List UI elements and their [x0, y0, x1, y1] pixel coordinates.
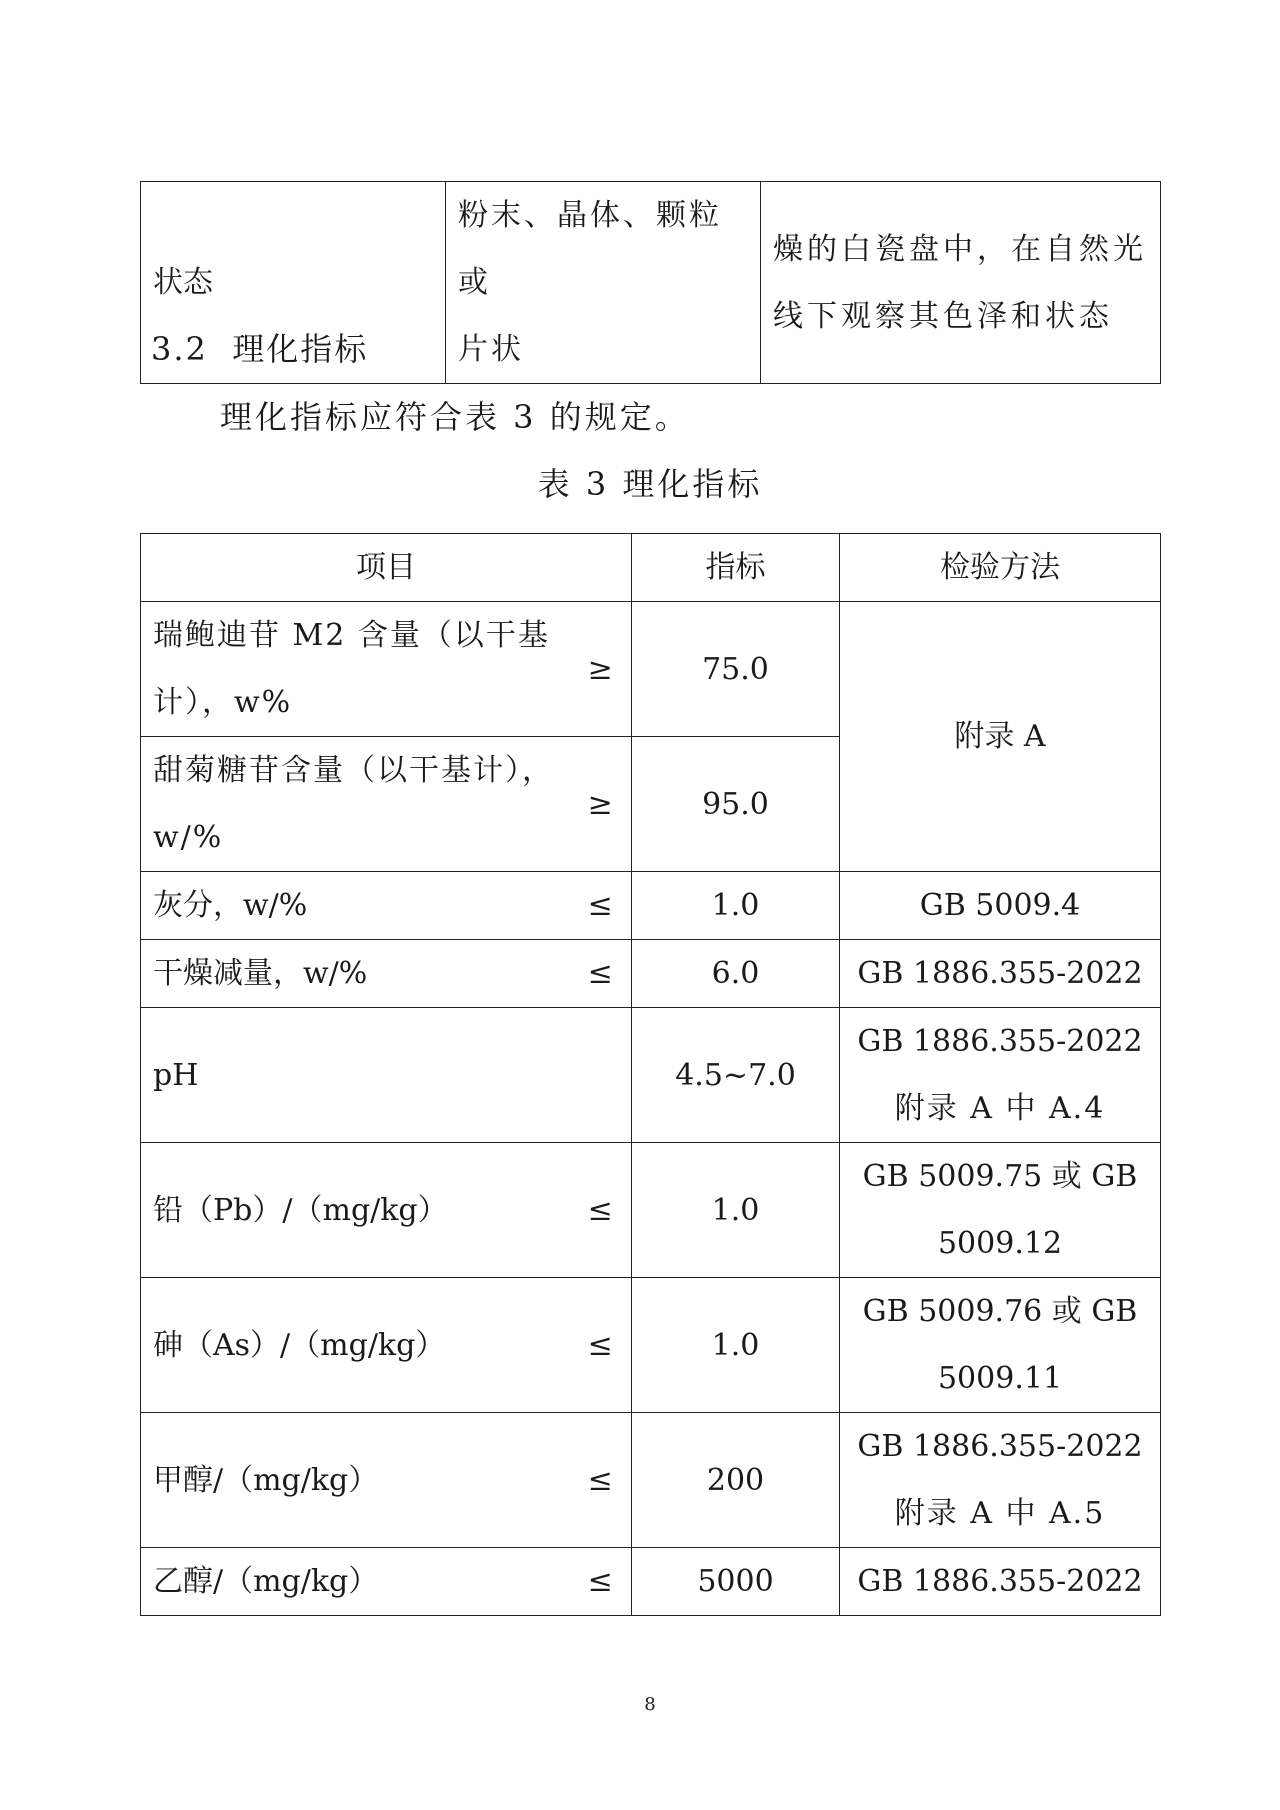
table-caption: 表 3 理化指标 [537, 465, 763, 503]
row-item-line: 计），w% [153, 685, 293, 720]
row-item [141, 602, 576, 737]
row-item: 乙醇/（mg/kg） [141, 1548, 576, 1616]
row-operator: ≤ [576, 940, 632, 1008]
row-operator: ≤ [576, 1143, 632, 1278]
page-number: 8 [644, 1694, 656, 1715]
row-operator [576, 1008, 632, 1143]
row-method-line: 附录 A 中 A.5 [894, 1496, 1106, 1531]
row-method-line: GB 5009.75 或 GB [862, 1159, 1138, 1194]
row-operator: ≥ [576, 602, 632, 737]
state-requirement-line: 片状 [458, 332, 524, 367]
row-method [840, 1278, 1161, 1413]
row-method-line: 5009.12 [937, 1226, 1063, 1261]
header-method: 检验方法 [840, 534, 1161, 602]
row-operator: ≥ [576, 737, 632, 872]
table-row [141, 1143, 1161, 1278]
table-row [141, 1008, 1161, 1143]
state-method-line: 线下观察其色泽和状态 [773, 298, 1113, 334]
row-method: GB 5009.4 [840, 872, 1161, 940]
section-title: 理化指标 [232, 330, 369, 368]
header-value: 指标 [632, 534, 840, 602]
row-item: 灰分，w/% [141, 872, 576, 940]
row-method: GB 1886.355-2022 [840, 940, 1161, 1008]
row-value: 200 [632, 1413, 840, 1548]
row-method [840, 1008, 1161, 1143]
table-row [141, 1413, 1161, 1548]
table-row [141, 872, 1161, 940]
table-row [141, 940, 1161, 1008]
row-value: 1.0 [632, 872, 840, 940]
row-method-line: 附录 A 中 A.4 [894, 1091, 1106, 1126]
table-row [141, 602, 1161, 737]
row-method-line: GB 1886.355-2022 [857, 1024, 1143, 1059]
row-item: 砷（As）/（mg/kg） [141, 1278, 576, 1413]
section-heading [151, 325, 368, 373]
row-operator: ≤ [576, 1278, 632, 1413]
section-number: 3.2 [151, 330, 208, 368]
row-item [141, 737, 576, 872]
row-value: 4.5~7.0 [632, 1008, 840, 1143]
row-operator: ≤ [576, 872, 632, 940]
state-requirement [446, 182, 761, 384]
row-operator: ≤ [576, 1548, 632, 1616]
row-value: 1.0 [632, 1278, 840, 1413]
row-method-line: GB 5009.76 或 GB [862, 1294, 1138, 1329]
state-method [761, 182, 1161, 384]
row-method: GB 1886.355-2022 [840, 1548, 1161, 1616]
state-method-line: 燥的白瓷盘中，在自然光 [773, 231, 1147, 267]
row-item: 干燥减量，w/% [141, 940, 576, 1008]
header-item: 项目 [141, 534, 632, 602]
state-requirement-line: 粉末、晶体、颗粒或 [458, 198, 722, 300]
row-method [840, 1413, 1161, 1548]
row-item: pH [141, 1008, 576, 1143]
row-method-line: 5009.11 [937, 1361, 1063, 1396]
table-header-row [141, 534, 1161, 602]
row-item-line: w/% [153, 820, 224, 855]
row-method-line: GB 1886.355-2022 [857, 1429, 1143, 1464]
row-item: 甲醇/（mg/kg） [141, 1413, 576, 1548]
body-paragraph: 理化指标应符合表 3 的规定。 [220, 398, 690, 436]
row-item: 铅（Pb）/（mg/kg） [141, 1143, 576, 1278]
table-row [141, 1278, 1161, 1413]
spec-table [140, 533, 1161, 1616]
row-value: 95.0 [632, 737, 840, 872]
row-value: 6.0 [632, 940, 840, 1008]
row-item-line: 甜菊糖苷含量（以干基计）， [153, 753, 554, 788]
row-value: 1.0 [632, 1143, 840, 1278]
table-row [141, 1548, 1161, 1616]
row-method [840, 1143, 1161, 1278]
row-item-line: 瑞鲍迪苷 M2 含量（以干基 [153, 618, 550, 653]
row-value: 75.0 [632, 602, 840, 737]
row-method-merged: 附录 A [840, 602, 1161, 872]
row-value: 5000 [632, 1548, 840, 1616]
row-operator: ≤ [576, 1413, 632, 1548]
state-label: 状态 [141, 182, 446, 384]
